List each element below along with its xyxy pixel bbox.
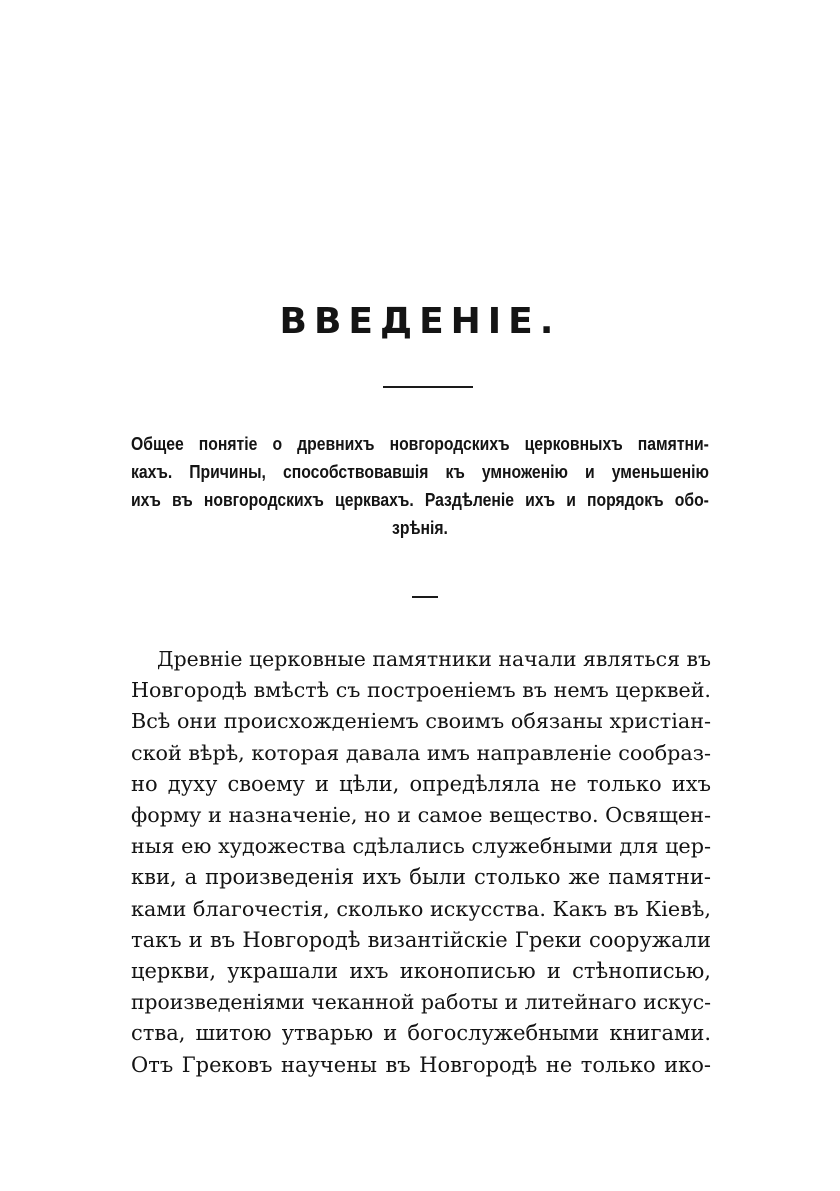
summary-line: кахъ. Причины, способствовавшія къ умноженію и уменьшенію	[131, 461, 709, 482]
chapter-summary	[131, 430, 709, 542]
body-line: ской вѣрѣ, которая давала имъ направленіе сообраз-	[131, 740, 711, 765]
body-line: произведеніями чеканной работы и литейнаго искус-	[131, 990, 711, 1015]
chapter-title: ВВЕДЕНІЕ.	[279, 301, 561, 342]
body-line: ства, шитою утварью и богослужебными книгами.	[131, 1021, 711, 1046]
body-line: Всѣ они происхожденіемъ своимъ обязаны христіан-	[131, 709, 711, 734]
summary-line: зрѣнія.	[392, 517, 448, 538]
section-separator-dash	[412, 596, 438, 598]
body-line: Древніе церковные памятники начали являться въ	[157, 647, 711, 671]
body-line: ками благочестія, сколько искусства. Какъ въ Кіевѣ,	[131, 896, 711, 921]
body-line: Новгородѣ вмѣстѣ съ построеніемъ въ немъ церквей.	[131, 678, 711, 703]
summary-line: Общее понятіе о древнихъ новгородскихъ церковныхъ памятни-	[131, 433, 709, 454]
body-line: но духу своему и цѣли, опредѣляла не только ихъ	[131, 771, 711, 796]
body-line: ныя ею художества сдѣлались служебными для цер-	[131, 834, 711, 859]
body-line: церкви, украшали ихъ иконописью и стѣнописью,	[131, 959, 711, 984]
body-line: кви, а произведенія ихъ были столько же памятни-	[131, 865, 711, 890]
summary-line: ихъ въ новгородскихъ церквахъ. Раздѣленіе ихъ и порядокъ обо-	[131, 489, 709, 510]
title-underline-rule	[383, 386, 473, 388]
body-line: Отъ Грековъ научены въ Новгородѣ не только ико-	[131, 1052, 711, 1077]
body-line: форму и назначеніе, но и самое вещество. Освящен-	[131, 803, 711, 828]
body-line: такъ и въ Новгородѣ византійскіе Греки сооружали	[131, 927, 711, 952]
body-paragraph	[131, 644, 711, 1081]
